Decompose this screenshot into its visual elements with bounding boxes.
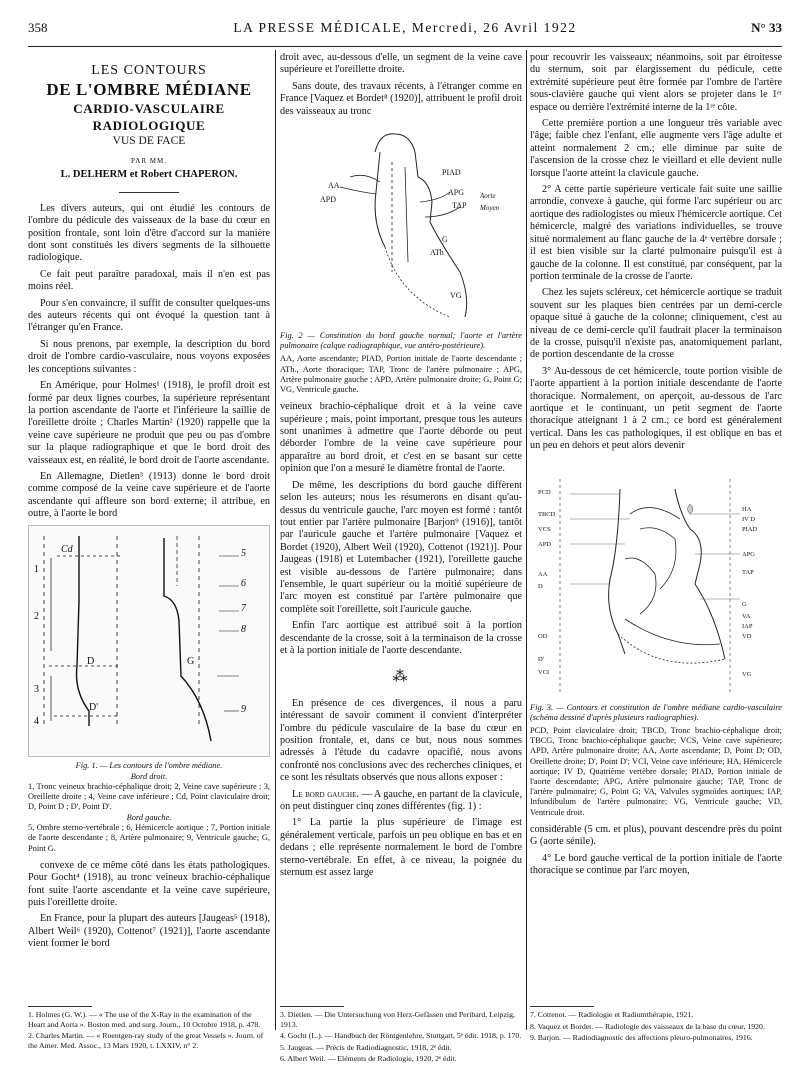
- paragraph: En Allemagne, Dietlen³ (1913) donne le bord droit comme composé de la veine cave supérieure et de l'aorte ascendante qui affleure son bord externe; il attribue, en outre, à l'aorte le bord: [28, 470, 270, 520]
- fig3-label-tap: TAP: [742, 568, 754, 576]
- fig1-label-d: D: [87, 655, 95, 667]
- fig2-label-aorte: Aorte: [480, 192, 496, 201]
- paragraph: 2° A cette partie supérieure verticale fait suite une saillie arrondie, convexe à gauche, qui forme l'arc supérieur ou arc aortique des radiologistes ou mieux l'hémicercle aortique. Cet hémicercle, malgré des variations individuelles, se trouve situé normalement au flanc gauche de la 4ᵉ vertèbre dorsale ; il est bien visible sur la clarté pulmonaire puisqu'il est à gauche de la colonne. Il est constitué, par conséquent, par la portion terminale de la crosse de l'aorte.: [530, 184, 782, 282]
- article-title-line4: VUS DE FACE: [112, 135, 186, 147]
- fig1-label-4: 4: [34, 715, 39, 727]
- paragraph: Enfin l'arc aortique est attribué soit à la portion descendante de la crosse, soit à la terminaison de la crosse et à la portion initiale de l'aorte descendante.: [280, 620, 522, 656]
- paragraph: [280, 789, 522, 814]
- section-heading: Le bord gauche.: [292, 788, 359, 800]
- fig3-label-vg: VG: [742, 670, 752, 678]
- figure-1-legend: 1, Tronc veineux brachio-céphalique droit; 2, Veine cave supérieure ; 3, Oreillette droite ; 4, Veine cave inférieure ; Cd, Point claviculaire droit; D, Point D ; D', Point D'.: [28, 781, 270, 811]
- footnote: 3. Dietlen. — Die Untersuchung von Herz-Gefässen und Peribard, Leipzig, 1913.: [280, 1010, 515, 1029]
- figure-3-caption: Fig. 3. — Contours et constitution de l'ombre médiane cardio-vasculaire (schéma dessiné d'après plusieurs radiographies).: [530, 702, 782, 722]
- fig1-label-1: 1: [34, 563, 39, 575]
- fig1-label-g: G: [187, 655, 195, 667]
- footnote: 6. Albert Weil. — Eléments de Radiologie, 1920, 2ᵉ édit.: [280, 1054, 457, 1064]
- paragraph: pour recouvrir les vaisseaux; néanmoins, soit par étroitesse du sternum, soit par élargissement du pédicule, cette extrémité supérieure peut être formée par l'ombre de l'artère sous-clavière gauche qui vient alors se projeter dans le 1ᵉʳ espace ou derrière l'extrémité interne de la 1ʳᵉ côte.: [530, 52, 782, 113]
- footnote: 5. Jaugeas. — Précis de Radiodiagnostic, 1918, 2ᵉ édit.: [280, 1042, 452, 1052]
- paragraph: En Amérique, pour Holmes¹ (1918), le profil droit est formé par deux lignes courbes, la supérieure représentant la portion ascendante de l'aorte et l'inférieure la saillie de l'oreillette droite ; Charles Martin² (1920) rappelle que la veine cave supérieure ne produit que peu ou pas d'ombre sur la plaque radiographique et que le bord droit des vaisseaux est, en réalité, le bord droit de l'aorte ascendante.: [28, 380, 270, 466]
- footnote-rule: [28, 1006, 92, 1007]
- paragraph: Sans doute, des travaux récents, à l'étranger comme en France [Vaquez et Bordet⁸ (1920)], attribuent le profil droit des vaisseaux au tronc: [280, 80, 522, 117]
- fig3-label-tbcd: TBCD: [538, 510, 556, 518]
- page-number: 358: [28, 20, 48, 35]
- fig2-label-vg: VG: [450, 291, 462, 301]
- figure-1-legend: 5, Ombre sterno-vertébrale ; 6, Hémicercle aortique ; 7, Portion initiale de l'aorte descendante ; 8, Artère pulmonaire; 9, Ventricule gauche; G, Point G.: [28, 823, 270, 853]
- paragraph: Pour s'en convaincre, il suffit de consulter quelques-uns des auteurs récents qui ont évoqué la question tant à l'étranger qu'en France.: [28, 297, 270, 334]
- figure-3-legend: PCD, Point claviculaire droit; TBCD, Tronc brachio-céphalique droit; TBCG, Tronc brachio-céphalique gauche; VCS, Veine cave supérieure; APD, Artère pulmonaire droite; AA, Aorte ascendante; D, Point D; OD, Oreillette droite; D', Point D'; VCI, Veine cave inférieure; HA, Hémicercle aortique; IV D, Quatrième vertèbre dorsale; PIAD, Portion initiale de l'aorte descendante; APG, Artère pulmonaire gauche; TAP, Tronc de l'artère pulmonaire; G, Point G; VA, Valvules sygmoïdes aortiques; IAP, Infundibulum de l'artère pulmonaire; VG, Ventricule gauche; VD, Ventricule droit.: [530, 726, 782, 817]
- fig1-label-8: 8: [241, 623, 246, 635]
- fig3-label-ha: HA: [742, 505, 752, 513]
- figure-2-caption: Fig. 2 — Constitution du bord gauche normal; l'aorte et l'artère pulmonaire (calque radiographique, vue antéro-postérieure).: [280, 331, 522, 351]
- figure-3: [530, 459, 782, 699]
- paragraph: De même, les descriptions du bord gauche diffèrent selon les auteurs; nous les résumerons en disant qu'au-dessus du ventricule gauche, l'arc moyen est formé : tantôt tout entier par l'artère pulmonaire [Barjon⁹ (1916)], tantôt par l'auricule gauche et l'artère pulmonaire [Vaquez et Bordet (1920), Albert Weil (1920), Cottenot (1921)]. Pour Jaugeas (1918) et Lutembacher (1921), l'oreillette gauche est visible au-dessous de l'artère pulmonaire; dans l'ensemble, le quart supérieur ou la moitié supérieure de l'arc moyen est constitué par l'artère pulmonaire que complète soit l'oreillette, soit l'auricule gauche.: [280, 479, 522, 615]
- title-separator: [119, 192, 179, 193]
- footnote: 7. Cottenot. — Radiologie et Radiumthérapie, 1921.: [530, 1010, 694, 1019]
- fig1-label-cd: Cd: [61, 543, 73, 555]
- footnote: 8. Vaquez et Bordet. — Radiologie des vaisseaux de la base du cœur, 1920.: [530, 1021, 765, 1031]
- figure-2-legend: AA, Aorte ascendante; PIAD, Portion initiale de l'aorte descendante ; ATh., Aorte thoracique; TAP, Tronc de l'artère pulmonaire ; APG, Artère pulmonaire gauche ; APD, Artère pulmonaire droite; G, Point G; VG, Ventricule gauche.: [280, 354, 522, 395]
- fig3-label-od: OD: [538, 632, 548, 640]
- paragraph: Chez les sujets scléreux, cet hémicercle aortique se traduit souvent sur les plaques bien centrées par un demi-cercle opaque situé à gauche de la colonne; cliniquement, c'est au niveau de ce demi-cercle qu'il faudrait placer la terminaison de la crosse, puisqu'il n'existe pas, anatomiquement parlant, de portion descendante de la crosse: [530, 287, 782, 361]
- paragraph-text: — A gauche, en partant de la clavicule, on peut distinguer cinq zones différentes (fig. 1) :: [280, 788, 522, 813]
- fig1-label-2: 2: [34, 610, 39, 622]
- fig3-label-iap: IAP: [742, 622, 753, 630]
- paragraph: droit avec, au-dessous d'elle, un segment de la veine cave supérieure et l'oreillette droite.: [280, 52, 522, 76]
- paragraph: Cette première portion a une longueur très variable avec l'âge; faible chez l'enfant, elle augmente vers l'âge adulte et atteint normalement 2 cm.; elle diminue par suite de l'ascension de la crosse chez le vieillard et elle devient nulle lorsque l'aorte atteint la clavicule gauche.: [530, 118, 782, 179]
- figure-1-subheading: Bord droit.: [130, 771, 168, 781]
- fig3-label-vd: VD: [742, 632, 752, 640]
- paragraph: Si nous prenons, par exemple, la description du bord droit de l'ombre cardio-vasculaire, nous voyons exposées les conceptions suivantes :: [28, 338, 270, 375]
- paragraph: considérable (5 cm. et plus), pouvant descendre près du point G (aorte sénile).: [530, 823, 782, 848]
- column-2: [280, 52, 522, 1052]
- asterism: ⁂: [392, 669, 410, 686]
- authors: L. DELHERM et Robert CHAPERON.: [60, 169, 238, 181]
- figure-1-caption: Fig. 1. — Les contours de l'ombre médiane.: [75, 760, 223, 770]
- paragraph: 4° Le bord gauche vertical de la portion initiale de l'aorte thoracique se continue par l'arc moyen,: [530, 852, 782, 877]
- column-divider-1: [275, 50, 276, 1030]
- footnotes-col2: [280, 1010, 522, 1066]
- column-3: [530, 52, 782, 1052]
- fig3-label-vci: VCI: [538, 668, 550, 676]
- fig3-label-apg: APG: [742, 550, 756, 558]
- fig3-label-aa: AA: [538, 570, 548, 578]
- fig1-label-3: 3: [34, 683, 39, 695]
- fig2-label-tap: TAP: [452, 201, 467, 211]
- footnote-rule: [280, 1006, 344, 1007]
- fig2-label-piad: PIAD: [442, 168, 461, 178]
- fig1-label-5: 5: [241, 547, 246, 559]
- fig3-label-d: D: [538, 582, 543, 590]
- header-rule: [28, 46, 782, 47]
- fig2-label-apd: APD: [320, 195, 337, 205]
- page-header: [28, 20, 782, 44]
- fig2-label-apg: APG: [448, 188, 465, 198]
- fig3-label-pcd: PCD: [538, 488, 551, 496]
- figure-1: [28, 525, 270, 757]
- fig3-label-dprime: D': [538, 655, 544, 663]
- fig3-label-va: VA: [742, 612, 751, 620]
- fig3-label-ivd: IV D: [742, 515, 756, 523]
- footnotes-col1: [28, 1010, 270, 1052]
- journal-title: LA PRESSE MÉDICALE, Mercredi, 26 Avril 1922: [233, 20, 577, 35]
- fig1-label-dprime: D': [89, 701, 99, 713]
- fig3-label-apd: APD: [538, 540, 552, 548]
- article-title-line1: LES CONTOURS: [91, 63, 207, 78]
- paragraph: veineux brachio-céphalique droit et à la veine cave supérieure ; mais, point important, presque tous les auteurs sont unanimes à admettre que l'aorte déborde ou peut déborder l'ombre de la veine cave supérieure pour apparaître au bord droit, et c'est en se basant sur cette opinion que l'on a mesuré le diamètre frontal de l'aorte.: [280, 401, 522, 475]
- footnote: 4. Gocht (L.). — Handbuch der Röntgenlehre, Stuttgart, 5ᵉ édit. 1918, p. 170.: [280, 1031, 522, 1041]
- fig2-label-aa: AA: [328, 181, 340, 191]
- footnote-rule: [530, 1006, 594, 1007]
- fig2-label-ath: ATh: [430, 248, 444, 258]
- footnote: 1. Holmes (G. W.). — « The use of the X-Ray in the examination of the Heart and Aorta ». Boston med. and surg. Journ., 10 Octobre 1918, p. 478.: [28, 1010, 261, 1029]
- fig2-label-g: G: [442, 235, 448, 245]
- column-divider-2: [526, 50, 527, 1030]
- fig3-label-piad: PIAD: [742, 525, 758, 533]
- by-line: PAR MM.: [131, 157, 167, 165]
- footnote: 2. Charles Martin. — « Roentgen-ray study of the great Vessels ». Journ. of the Amer. Med. Assoc., 13 Mars 1920, t. LXXIV, n° 2.: [28, 1031, 264, 1050]
- article-title-line2: DE L'OMBRE MÉDIANE: [46, 80, 252, 99]
- figure-2: [280, 122, 522, 327]
- paragraph: En présence de ces divergences, il nous a paru intéressant de savoir comment il convient d'interpréter l'ombre du pédicule vasculaire de la base du cœur en position frontale, et, dans ce but, nous nous sommes adressés à l'étude du cadavre opacifié, nous avons confronté nos conclusions avec des recherches cliniques, et ce sont les résultats observés que nous allons exposer :: [280, 697, 522, 784]
- column-1: [28, 52, 270, 1052]
- fig3-label-vcs: VCS: [538, 525, 551, 533]
- fig2-label-moyen: Moyen: [480, 204, 500, 213]
- figure-1-drawing: [29, 526, 269, 757]
- footnotes-col3: [530, 1010, 782, 1045]
- paragraph: 1° La partie la plus supérieure de l'image est généralement verticale, parfois un peu oblique en bas et en dedans ; elle représente normalement le bord de l'ombre sterno-vertébrale. En effet, à ce niveau, la poignée du sternum est assez large: [280, 817, 522, 879]
- fig3-label-g: G: [742, 600, 747, 608]
- fig1-label-6: 6: [241, 577, 246, 589]
- paragraph: Ce fait peut paraître paradoxal, mais il n'en est pas moins réel.: [28, 268, 270, 293]
- footnote: 9. Barjon. — Radiodiagnostic des affections pleuro-pulmonaires, 1916.: [530, 1033, 753, 1043]
- fig1-label-9: 9: [241, 703, 246, 715]
- issue-number: N° 33: [751, 20, 782, 35]
- figure-1-subheading: Bord gauche.: [126, 813, 172, 823]
- paragraph: En France, pour la plupart des auteurs [Jaugeas⁵ (1918), Albert Weil⁶ (1920), Cottenot⁷ (1921)], l'aorte ascendante vient former le bord: [28, 913, 270, 950]
- figure-2-drawing: [280, 122, 522, 327]
- paragraph: Les divers auteurs, qui ont étudié les contours de l'ombre du pédicule des vaisseaux de la base du cœur en position frontale, sont loin d'être d'accord sur la manière dont sont constitués les divers segments de la silhouette radiologique.: [28, 202, 270, 264]
- fig1-label-7: 7: [241, 602, 246, 614]
- paragraph: convexe de ce même côté dans les états pathologiques. Pour Gocht⁴ (1918), au tronc veineux brachio-céphalique font suite l'aorte ascendante et la veine cave supérieure, puis l'oreillette droite.: [28, 859, 270, 908]
- paragraph: 3° Au-dessous de cet hémicercle, toute portion visible de l'aorte appartient à la portion initiale descendante de l'aorte thoracique. Normalement, on aperçoit, au-dessous de l'arc aortique et le continuant, un petit segment de l'aorte thoracique atteignant 1 à 2 cm.; ce bord est généralement vertical. Dans les cas pathologiques, il est oblique en bas et un peu en dehors et peut alors devenir: [530, 365, 782, 452]
- article-title-line3: CARDIO-VASCULAIRE RADIOLOGIQUE: [73, 101, 225, 133]
